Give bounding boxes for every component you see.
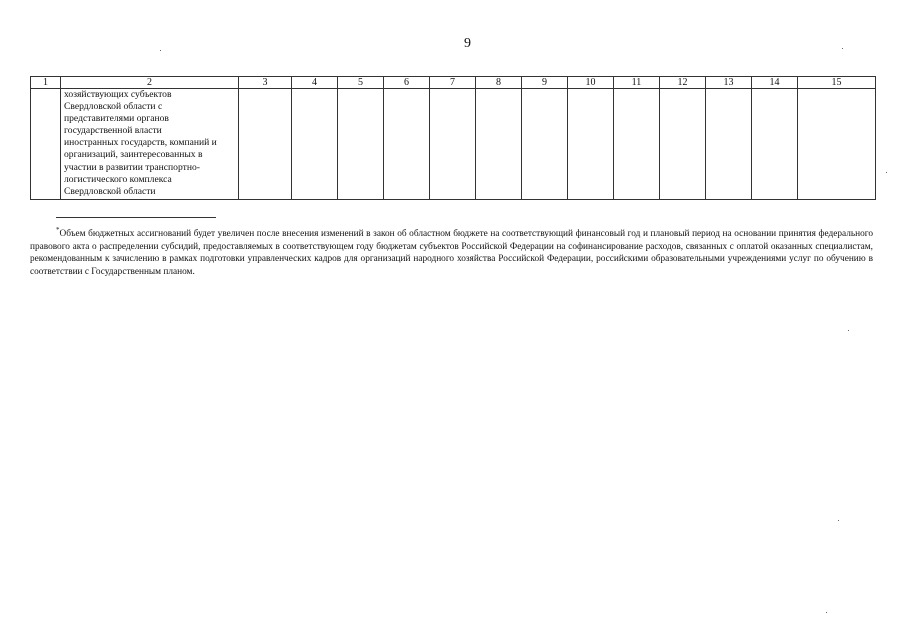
description-line: участии в развитии транспортно-: [64, 161, 200, 173]
column-header: 13: [706, 77, 752, 89]
column-header: 5: [338, 77, 384, 89]
scan-speck: [886, 172, 887, 173]
description-line: Свердловской области: [64, 185, 156, 197]
description-line: организаций, заинтересованных в: [64, 149, 203, 161]
table-cell: [798, 89, 876, 200]
description-line: представителями органов: [64, 113, 169, 125]
row-description-cell: [61, 89, 239, 200]
column-header: 1: [31, 77, 61, 89]
scan-speck: [838, 520, 839, 521]
scan-speck: [160, 50, 161, 51]
table-cell: [239, 89, 292, 200]
table-cell: [614, 89, 660, 200]
scan-speck: [842, 48, 843, 49]
footnote-separator: [56, 217, 216, 218]
table-cell: [430, 89, 476, 200]
budget-table: [30, 76, 876, 200]
column-header: 8: [476, 77, 522, 89]
column-header: 4: [292, 77, 338, 89]
page-number: 9: [464, 36, 471, 51]
footnote-mark: *: [56, 226, 60, 234]
column-header: 14: [752, 77, 798, 89]
table-cell: [706, 89, 752, 200]
table-cell: [31, 89, 61, 200]
table-cell: [384, 89, 430, 200]
column-header: 3: [239, 77, 292, 89]
column-header: 15: [798, 77, 876, 89]
description-line: логистического комплекса: [64, 173, 172, 185]
column-header: 7: [430, 77, 476, 89]
table-cell: [752, 89, 798, 200]
footnote-text: Объем бюджетных ассигнований будет увеличен после внесения изменений в закон об областном бюджете на соответствующий финансовый год и плановый период на основании принятия федерального правового акта о распределении субсидий, предоставляемых в соответствующем году бюджетам субъектов Российской Федерации на софинансирование расходов, связанных с оплатой оказанных специалистам, рекомендованным к зачислению в рамках подготовки управленческих кадров для организаций народного хозяйства Российской Федерации, российскими образовательными учреждениями услуг по обучению в соответствии с Государственным планом.: [30, 229, 873, 277]
description-line: иностранных государств, компаний и: [64, 137, 217, 149]
column-header: 6: [384, 77, 430, 89]
table-cell: [476, 89, 522, 200]
scan-speck: [848, 330, 849, 331]
table-row: [31, 89, 876, 200]
description-line: государственной власти: [64, 125, 162, 137]
table-cell: [660, 89, 706, 200]
table-cell: [522, 89, 568, 200]
scan-speck: [826, 612, 827, 613]
column-header: 12: [660, 77, 706, 89]
table-header-row: [31, 77, 876, 89]
description-line: Свердловской области с: [64, 101, 163, 113]
column-header: 11: [614, 77, 660, 89]
column-header: 10: [568, 77, 614, 89]
description-line: хозяйствующих субъектов: [64, 89, 172, 100]
column-header: 2: [61, 77, 239, 89]
table-cell: [338, 89, 384, 200]
table-cell: [568, 89, 614, 200]
table-cell: [292, 89, 338, 200]
footnote: [30, 224, 873, 278]
column-header: 9: [522, 77, 568, 89]
